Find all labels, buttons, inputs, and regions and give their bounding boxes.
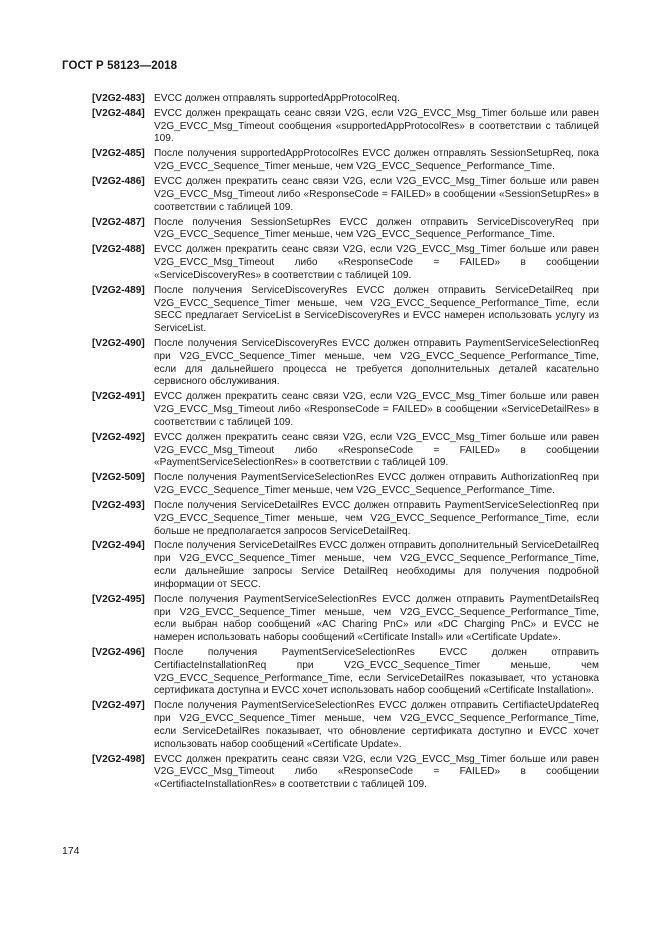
requirement-text: EVCC должен прекратить сеанс связи V2G, если V2G_EVCC_Msg_Timer больше или равен V2G_EVCC_Msg_Timeout либо «ResponseCode = FAILED» в сообщении «ServiceDetailRes» в соответствии с таблицей 109.: [154, 391, 599, 428]
requirement-text: EVCC должен отправлять supportedAppProtocolReq.: [154, 93, 400, 104]
requirement-item: [92, 472, 599, 498]
requirement-text: После получения ServiceDetailRes EVCC должен отправить PaymentServiceSelectionReq при V2G_EVCC_Sequence_Timer меньше, чем V2G_EVCC_Sequence_Performance_Time, если больше не предполагается запросов ServiceDetailReq.: [154, 499, 599, 537]
requirement-id: [V2G2-491]: [92, 391, 145, 403]
requirement-item: [92, 540, 599, 591]
requirement-id: [V2G2-485]: [92, 148, 145, 160]
requirement-item: [92, 285, 599, 336]
requirement-text: После получения supportedAppProtocolRes EVCC должен отправлять SessionSetupReq, пока V2G_EVCC_Sequence_Timer меньше, чем V2G_EVCC_Sequence_Performance_Time.: [154, 148, 599, 173]
requirement-id: [V2G2-495]: [92, 593, 145, 605]
requirement-id: [V2G2-490]: [92, 338, 145, 349]
requirement-id: [V2G2-489]: [92, 284, 145, 296]
requirement-id: [V2G2-509]: [92, 472, 145, 484]
requirement-item: [92, 93, 599, 106]
requirement-text: После получения PaymentServiceSelectionRes EVCC должен отправить CertifiacteInstallationReq при V2G_EVCC_Sequence_Timer меньше, чем V2G_EVCC_Sequence_Performance_Time, если ServiceDetailRes показывает, что установка сертификата доступна и EVCC хочет использовать набор сообщений «Certificate Installation».: [154, 646, 599, 697]
requirement-item: [92, 594, 599, 645]
requirement-text: После получения PaymentServiceSelectionRes EVCC должен отправить AuthorizationReq при V2G_EVCC_Sequence_Timer меньше, чем V2G_EVCC_Sequence_Performance_Time.: [154, 472, 599, 497]
requirement-item: [92, 176, 599, 214]
page-number: 174: [62, 845, 80, 857]
requirement-id: [V2G2-488]: [92, 244, 145, 256]
requirement-item: [92, 700, 599, 751]
requirement-item: [92, 754, 599, 792]
requirement-item: [92, 338, 599, 389]
requirement-item: [92, 432, 599, 470]
requirement-id: [V2G2-496]: [92, 646, 145, 658]
requirement-id: [V2G2-493]: [92, 499, 145, 511]
requirement-item: [92, 108, 599, 146]
requirement-item: [92, 244, 599, 282]
requirements-list: [92, 93, 599, 794]
requirement-text: EVCC должен прекратить сеанс связи V2G, если V2G_EVCC_Msg_Timer больше или равен V2G_EVCC_Msg_Timeout либо «ResponseCode = FAILED» в сообщении «PaymentServiceSelectionRes» в соответствии с таблицей 109.: [154, 431, 599, 469]
requirement-id: [V2G2-487]: [92, 216, 145, 228]
requirement-item: [92, 148, 599, 174]
requirement-id: [V2G2-498]: [92, 753, 145, 765]
requirement-id: [V2G2-484]: [92, 107, 145, 119]
requirement-text: EVCC должен прекращать сеанс связи V2G, если V2G_EVCC_Msg_Timer больше или равен V2G_EVCC_Msg_Timeout сообщения «supportedAppProtocolRes» в соответствии с таблицей 109.: [154, 107, 599, 145]
requirement-text: После получения ServiceDiscoveryRes EVCC должен отправить PaymentServiceSelectionReq при V2G_EVCC_Sequence_Timer меньше, чем V2G_EVCC_Sequence_Performance_Time, если для дальнейшего процесса не требуется дополнительных деталей касательно сервисного обслуживания.: [154, 338, 599, 388]
requirement-text: После получения PaymentServiceSelectionRes EVCC должен отправить CertifiacteUpdateReq при V2G_EVCC_Sequence_Timer меньше, чем V2G_EVCC_Sequence_Performance_Time, если ServiceDetailRes показывает, что обновление сертификата доступно и EVCC хочет использовать набор сообщений «Certificate Update».: [154, 700, 599, 750]
requirement-text: EVCC должен прекратить сеанс связи V2G, если V2G_EVCC_Msg_Timer больше или равен V2G_EVCC_Msg_Timeout либо «ResponseCode = FAILED» в сообщении «CertifiacteInstallationRes» в соответствии с таблицей 109.: [154, 753, 599, 791]
requirement-item: [92, 217, 599, 243]
requirement-id: [V2G2-494]: [92, 540, 145, 552]
requirement-text: После получения ServiceDiscoveryRes EVCC должен отправить ServiceDetailReq при V2G_EVCC_Sequence_Timer меньше, чем V2G_EVCC_Sequence_Performance_Time, если SECC предлагает ServiceList в ServiceDiscoveryRes и EVCC намерен использовать услугу из ServiceList.: [154, 284, 599, 335]
requirement-text: EVCC должен прекратить сеанс связи V2G, если V2G_EVCC_Msg_Timer больше или равен V2G_EVCC_Msg_Timeout либо «ResponseCode = FAILED» в сообщении «ServiceDiscoveryRes» в соответствии с таблицей 109.: [154, 244, 599, 281]
requirement-text: После получения ServiceDetailRes EVCC должен отправить дополнительный ServiceDetailReq при V2G_EVCC_Sequence_Timer меньше, чем V2G_EVCC_Sequence_Performance_Time, если дальнейшие запросы Service DetailReq необходимы для получения подробной информации от SECC.: [154, 540, 599, 590]
document-header: ГОСТ Р 58123—2018: [62, 60, 178, 72]
requirement-item: [92, 391, 599, 429]
requirement-id: [V2G2-483]: [92, 93, 145, 104]
requirement-item: [92, 500, 599, 538]
requirement-text: EVCC должен прекратить сеанс связи V2G, если V2G_EVCC_Msg_Timer больше или равен V2G_EVCC_Msg_Timeout либо «ResponseCode = FAILED» в сообщении «SessionSetupRes» в соответствии с таблицей 109.: [154, 176, 599, 213]
requirement-id: [V2G2-492]: [92, 431, 145, 443]
requirement-id: [V2G2-497]: [92, 700, 145, 712]
requirement-item: [92, 647, 599, 698]
requirement-text: После получения PaymentServiceSelectionRes EVCC должен отправить PaymentDetailsReq при V2G_EVCC_Sequence_Timer меньше, чем V2G_EVCC_Sequence_Performance_Time, если выбран набор сообщений «AC Charing PnC» или «DC Charging PnC» и EVCC не намерен использовать наборы сообщений «Certificate Install» или «Certificate Update».: [154, 593, 599, 644]
requirement-text: После получения SessionSetupRes EVCC должен отправить ServiceDiscoveryReq при V2G_EVCC_Sequence_Timer меньше, чем V2G_EVCC_Sequence_Performance_Time.: [154, 216, 599, 241]
requirement-id: [V2G2-486]: [92, 176, 145, 188]
